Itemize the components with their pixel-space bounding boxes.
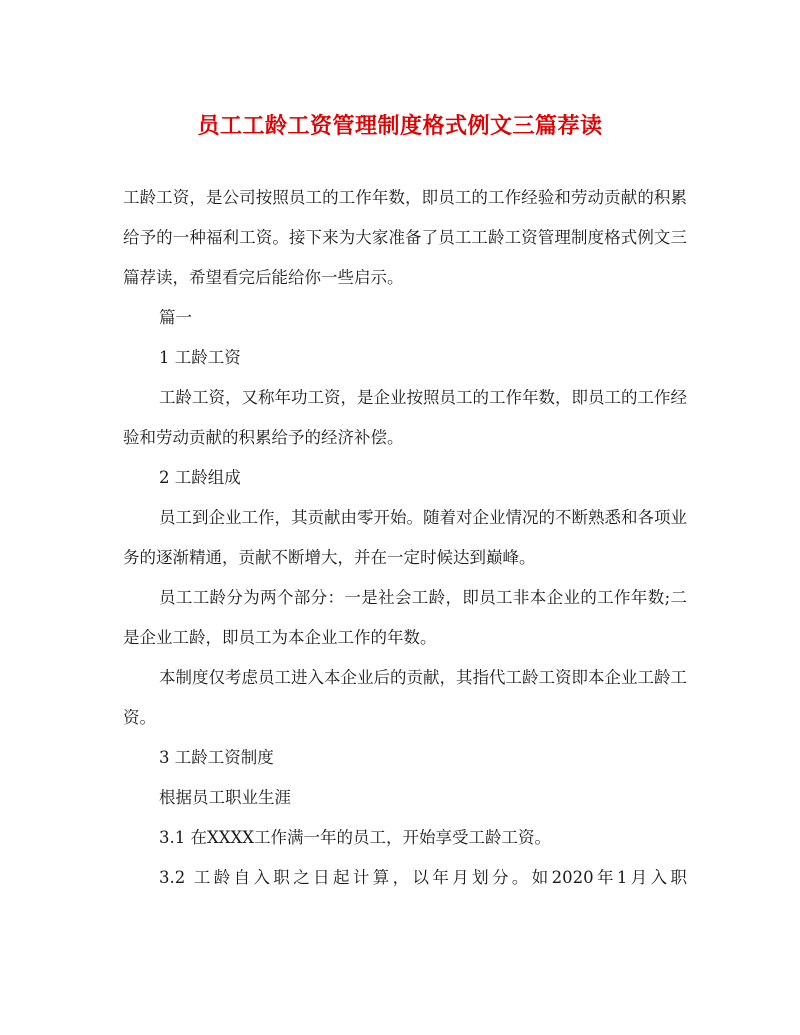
paragraph-heading-3: 3 工龄工资制度 xyxy=(159,748,274,767)
paragraph-career: 根据员工职业生涯 xyxy=(159,788,291,807)
paragraph-composition: 员工工龄分为两个部分：一是社会工龄，即员工非本企业的工作年数;二是企业工龄，即员工为本企业工作的年数。 xyxy=(123,588,687,647)
paragraph-heading-2: 2 工龄组成 xyxy=(159,468,241,487)
paragraph-heading-1: 1 工龄工资 xyxy=(159,348,241,367)
paragraph-definition: 工龄工资，又称年功工资，是企业按照员工的工作年数，即员工的工作经验和劳动贡献的积累给予的经济补偿。 xyxy=(123,388,687,447)
paragraph-rule-3-2: 3.2 工龄自入职之日起计算，以年月划分。如2020年1月入职 xyxy=(159,868,687,887)
paragraph-scope: 本制度仅考虑员工进入本企业后的贡献，其指代工龄工资即本企业工龄工资。 xyxy=(123,668,687,727)
document-title: 员工工龄工资管理制度格式例文三篇荐读 xyxy=(197,113,603,139)
paragraph-contribution: 员工到企业工作，其贡献由零开始。随着对企业情况的不断熟悉和各项业务的逐渐精通，贡献不断增大，并在一定时候达到巅峰。 xyxy=(123,508,687,567)
paragraph-section-heading: 篇一 xyxy=(159,308,192,327)
paragraph-rule-3-1: 3.1 在XXXX工作满一年的员工，开始享受工龄工资。 xyxy=(159,828,551,847)
paragraph-intro: 工龄工资，是公司按照员工的工作年数，即员工的工作经验和劳动贡献的积累给予的一种福利工资。接下来为大家准备了员工工龄工资管理制度格式例文三篇荐读，希望看完后能给你一些启示。 xyxy=(123,188,687,287)
document-body xyxy=(123,178,687,898)
